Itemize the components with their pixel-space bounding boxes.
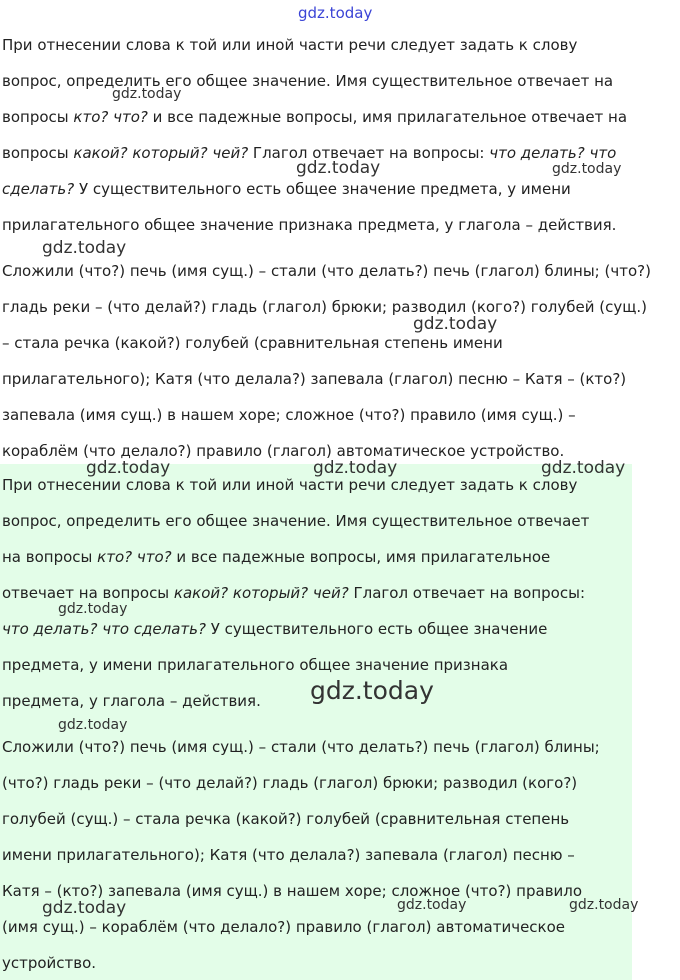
question-words: кто? что?	[73, 108, 148, 126]
text-line: (что?) гладь реки – (что делай?) гладь (глагол) брюки; разводил (кого?)	[2, 774, 578, 792]
watermark: gdz.today	[313, 458, 398, 478]
text-line: При отнесении слова к той или иной части речи следует задать к слову	[2, 36, 578, 54]
question-words: сделать?	[2, 180, 75, 198]
watermark: gdz.today	[569, 897, 639, 913]
text-line: вопросы кто? что? и все падежные вопросы, имя прилагательное отвечает на	[2, 108, 628, 126]
watermark: gdz.today	[552, 161, 622, 177]
highlighted-answer-block	[0, 464, 632, 980]
text-line: вопросы какой? который? чей? Глагол отвечает на вопросы: что делать? что	[2, 144, 617, 162]
question-words: какой? который? чей?	[73, 144, 249, 162]
text-line: голубей (сущ.) – стала речка (какой?) голубей (сравнительная степень	[2, 810, 570, 828]
watermark: gdz.today	[310, 676, 434, 705]
text-line: имени прилагательного); Катя (что делала?) запевала (глагол) песню –	[2, 846, 575, 864]
watermark: gdz.today	[42, 898, 127, 918]
text-line: отвечает на вопросы какой? который? чей? Глагол отвечает на вопросы:	[2, 584, 586, 602]
text-line: прилагательного); Катя (что делала?) запевала (глагол) песню – Катя – (кто?)	[2, 370, 627, 388]
text-line: Катя – (кто?) запевала (имя сущ.) в нашем хоре; сложное (что?) правило	[2, 882, 583, 900]
text-line: на вопросы кто? что? и все падежные вопросы, имя прилагательное	[2, 548, 551, 566]
watermark: gdz.today	[86, 458, 171, 478]
text-line: устройство.	[2, 954, 97, 972]
text-line: При отнесении слова к той или иной части речи следует задать к слову	[2, 476, 578, 494]
text-line: прилагательного общее значение признака предмета, у глагола – действия.	[2, 216, 617, 234]
watermark: gdz.today	[397, 897, 467, 913]
watermark: gdz.today	[298, 4, 373, 22]
text-line: Сложили (что?) печь (имя сущ.) – стали (что делать?) печь (глагол) блины; (что?)	[2, 262, 651, 280]
text-line: что делать? что сделать? У существительного есть общее значение	[2, 620, 548, 638]
text-line: предмета, у глагола – действия.	[2, 692, 261, 710]
question-words: какой? который? чей?	[173, 584, 349, 602]
watermark: gdz.today	[413, 314, 498, 334]
text-line: вопрос, определить его общее значение. Имя существительное отвечает	[2, 512, 590, 530]
watermark: gdz.today	[58, 601, 128, 617]
text-line: сделать? У существительного есть общее значение предмета, у имени	[2, 180, 571, 198]
question-words: что делать? что сделать?	[2, 620, 206, 638]
watermark: gdz.today	[296, 158, 381, 178]
text-line: (имя сущ.) – кораблём (что делало?) правило (глагол) автоматическое	[2, 918, 566, 936]
text-line: кораблём (что делало?) правило (глагол) автоматическое устройство.	[2, 442, 565, 460]
text-line: вопрос, определить его общее значение. Имя существительное отвечает на	[2, 72, 614, 90]
answer-text-block	[0, 0, 680, 464]
watermark: gdz.today	[541, 458, 626, 478]
text-line: Сложили (что?) печь (имя сущ.) – стали (что делать?) печь (глагол) блины;	[2, 738, 600, 756]
watermark: gdz.today	[58, 717, 128, 733]
watermark: gdz.today	[42, 238, 127, 258]
text-line: предмета, у имени прилагательного общее значение признака	[2, 656, 509, 674]
text-line: запевала (имя сущ.) в нашем хоре; сложное (что?) правило (имя сущ.) –	[2, 406, 576, 424]
text-line: гладь реки – (что делай?) гладь (глагол) брюки; разводил (кого?) голубей (сущ.)	[2, 298, 647, 316]
question-words: кто? что?	[97, 548, 172, 566]
text-line: – стала речка (какой?) голубей (сравнительная степень имени	[2, 334, 503, 352]
question-words: что делать? что	[489, 144, 617, 162]
watermark: gdz.today	[112, 86, 182, 102]
